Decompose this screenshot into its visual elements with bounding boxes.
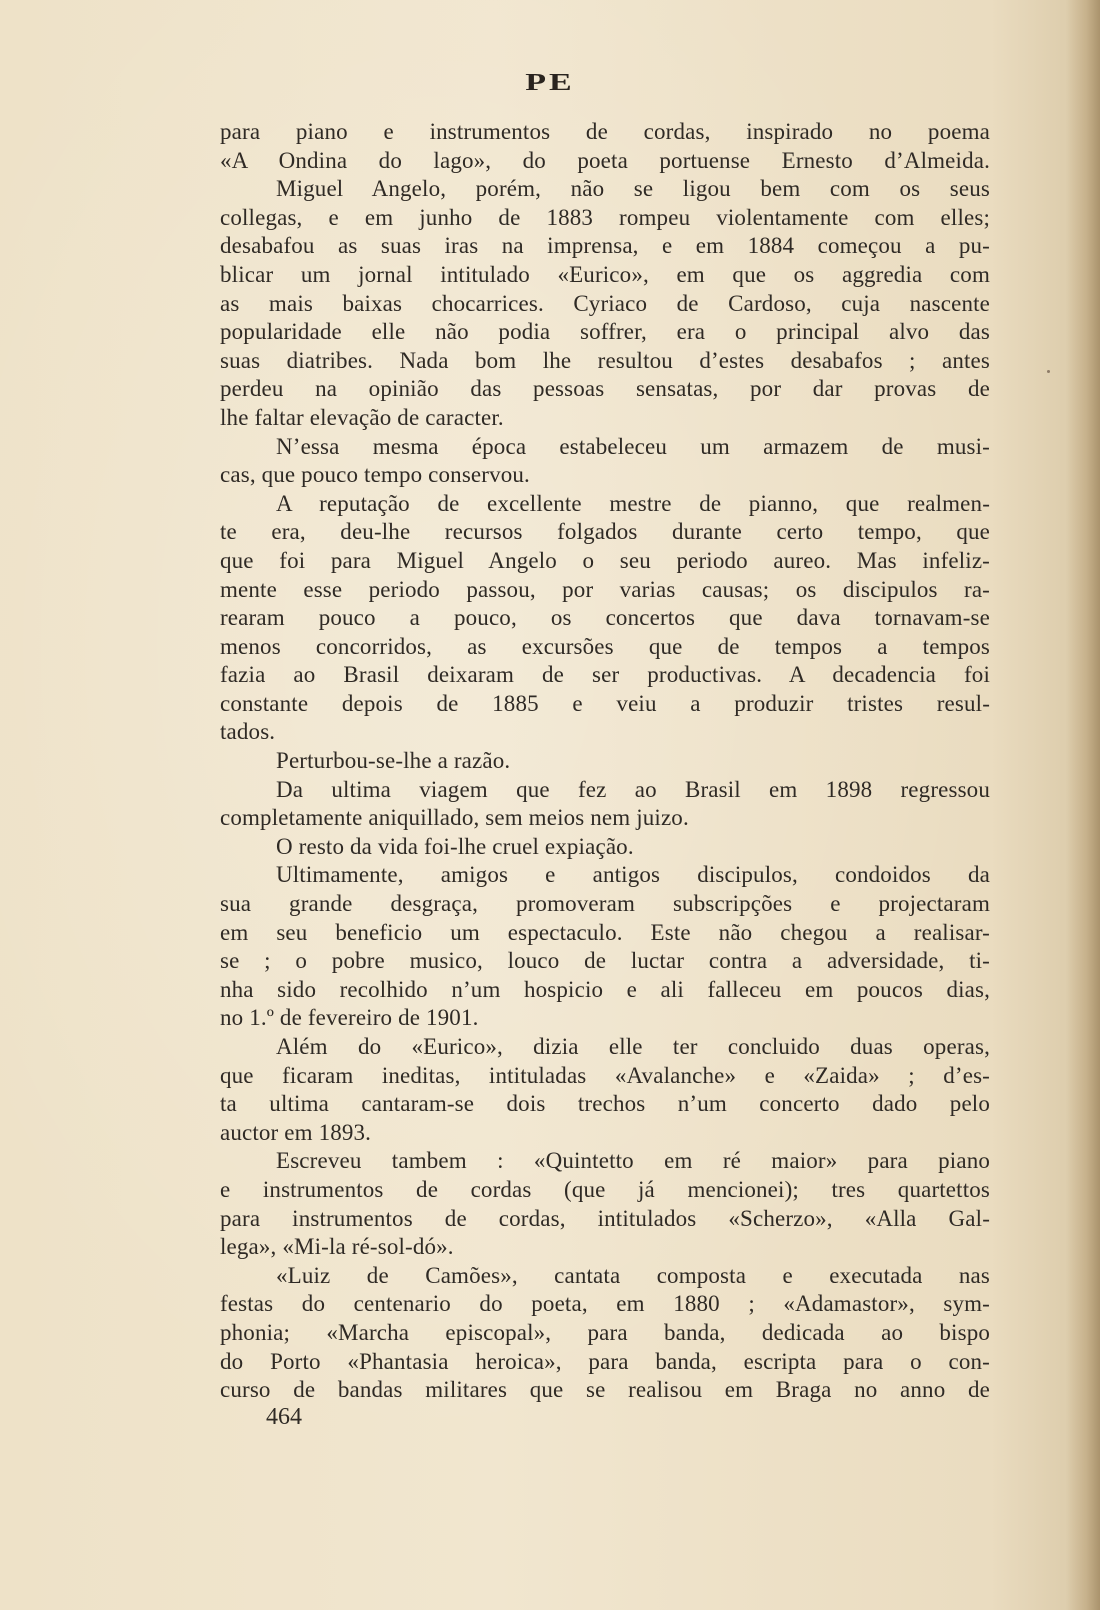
text-line: menos concorridos, as excursões que de tempos a tempos: [220, 633, 990, 659]
text-line: A reputação de excellente mestre de pianno, que realmen-: [276, 490, 990, 516]
page-edge-shadow: [1066, 0, 1100, 1610]
text-line: cas, que pouco tempo conservou.: [220, 462, 530, 488]
text-line: do Porto «Phantasia heroica», para banda, escripta para o con-: [220, 1348, 990, 1374]
text-line: para piano e instrumentos de cordas, inspirado no poema: [220, 119, 990, 144]
text-line: ta ultima cantaram-se dois trechos n’um concerto dado pelo: [220, 1091, 990, 1117]
text-line: N’essa mesma época estabeleceu um armazem de musi-: [276, 433, 990, 459]
text-line: nha sido recolhido n’um hospicio e ali falleceu em poucos dias,: [220, 976, 990, 1002]
text-line: Ultimamente, amigos e antigos discipulos, condoidos da: [276, 862, 990, 888]
text-line: «Luiz de Camões», cantata composta e executada nas: [276, 1262, 990, 1288]
text-line: lega», «Mi-la ré-sol-dó».: [220, 1234, 454, 1260]
text-line: Escreveu tambem : «Quintetto em ré maior» para piano: [276, 1148, 990, 1174]
text-line: em seu beneficio um espectaculo. Este não chegou a realisar-: [220, 919, 990, 945]
text-line: «A Ondina do lago», do poeta portuense Ernesto d’Almeida.: [220, 147, 990, 173]
text-line: suas diatribes. Nada bom lhe resultou d’estes desabafos ; antes: [220, 347, 990, 373]
text-line: tados.: [220, 719, 276, 745]
text-line: completamente aniquillado, sem meios nem juizo.: [220, 805, 689, 831]
text-line: auctor em 1893.: [220, 1119, 372, 1145]
text-line: lhe faltar elevação de caracter.: [220, 404, 504, 430]
text-line: Além do «Eurico», dizia elle ter concluido duas operas,: [276, 1034, 990, 1059]
text-line: collegas, e em junho de 1883 rompeu violentamente com elles;: [220, 204, 990, 230]
running-head: PE: [525, 69, 575, 96]
text-line: que ficaram ineditas, intituladas «Avalanche» e «Zaida» ; d’es-: [220, 1062, 990, 1088]
text-line: blicar um jornal intitulado «Eurico», em que os aggredia com: [220, 261, 990, 287]
text-line: as mais baixas chocarrices. Cyriaco de Cardoso, cuja nascente: [220, 290, 990, 316]
page-number: 464: [266, 1404, 302, 1430]
paper-speck: [1047, 370, 1050, 373]
text-line: Perturbou-se-lhe a razão.: [276, 748, 511, 774]
text-line: curso de bandas militares que se realisou em Braga no anno de: [220, 1377, 990, 1403]
text-line: no 1.º de fevereiro de 1901.: [220, 1005, 479, 1031]
text-line: para instrumentos de cordas, intitulados «Scherzo», «Alla Gal-: [220, 1205, 990, 1231]
text-line: desabafou as suas iras na imprensa, e em 1884 começou a pu-: [220, 233, 990, 259]
text-line: se ; o pobre musico, louco de luctar contra a adversidade, ti-: [220, 948, 990, 974]
text-line: popularidade elle não podia soffrer, era o principal alvo das: [220, 319, 990, 345]
text-line: O resto da vida foi-lhe cruel expiação.: [276, 833, 634, 859]
text-line: Miguel Angelo, porém, não se ligou bem com os seus: [276, 176, 990, 202]
text-line: e instrumentos de cordas (que já mencionei); tres quartettos: [220, 1176, 990, 1202]
text-line: mente esse periodo passou, por varias causas; os discipulos ra-: [220, 576, 990, 602]
text-line: constante depois de 1885 e veiu a produzir tristes resul-: [220, 690, 990, 716]
text-line: sua grande desgraça, promoveram subscripções e projectaram: [220, 891, 990, 917]
text-line: fazia ao Brasil deixaram de ser productivas. A decadencia foi: [220, 662, 990, 688]
text-line: que foi para Miguel Angelo o seu periodo aureo. Mas infeliz-: [220, 547, 990, 573]
text-line: te era, deu-lhe recursos folgados durante certo tempo, que: [220, 519, 990, 545]
text-line: phonia; «Marcha episcopal», para banda, dedicada ao bispo: [220, 1319, 990, 1345]
text-line: perdeu na opinião das pessoas sensatas, por dar provas de: [220, 376, 990, 402]
text-line: Da ultima viagem que fez ao Brasil em 1898 regressou: [276, 776, 990, 802]
text-line: rearam pouco a pouco, os concertos que dava tornavam-se: [220, 605, 990, 631]
body-text: [220, 118, 990, 1405]
text-line: festas do centenario do poeta, em 1880 ; «Adamastor», sym-: [220, 1291, 990, 1317]
